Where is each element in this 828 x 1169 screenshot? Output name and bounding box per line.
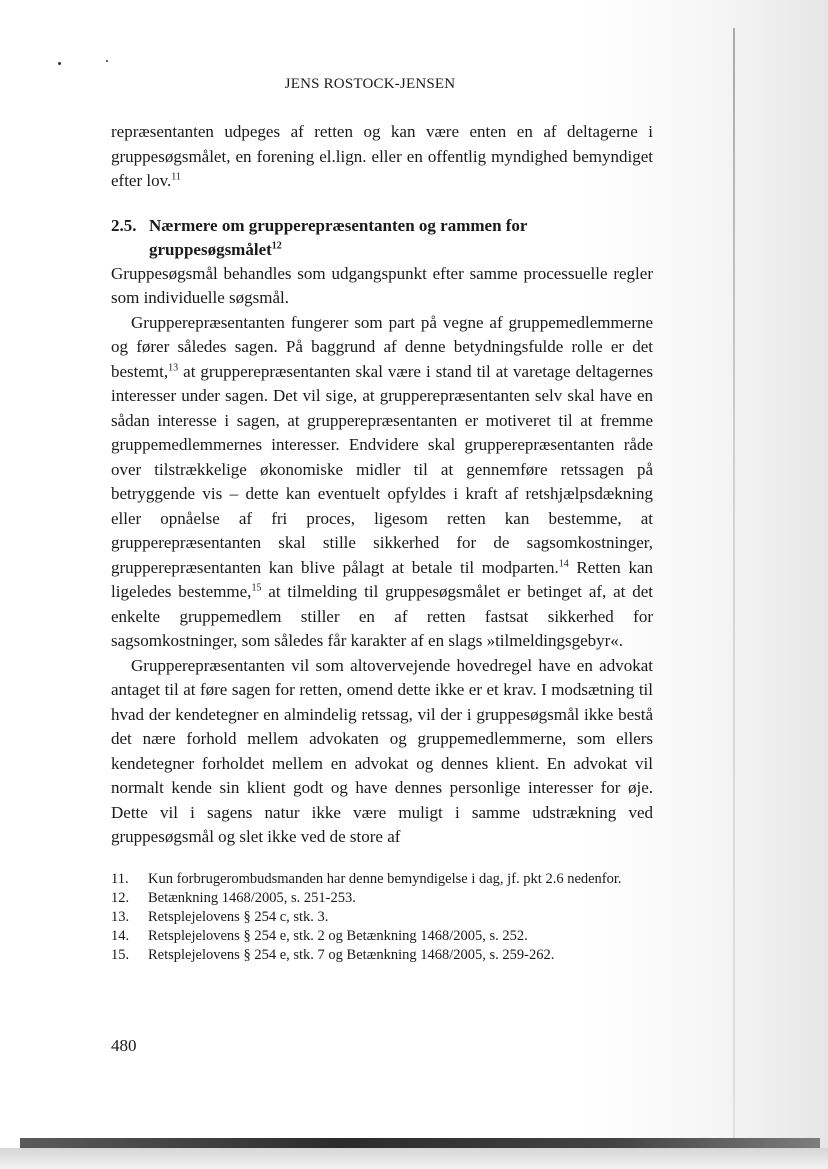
- footnote-ref[interactable]: 11: [171, 171, 181, 183]
- footnote-ref[interactable]: 14: [558, 557, 569, 569]
- footnote-text: Kun forbrugerombudsmanden har denne bemyndigelse i dag, jf. pkt 2.6 nedenfor.: [148, 871, 622, 887]
- section-heading: [111, 214, 653, 262]
- body-text: [111, 120, 653, 850]
- footnote: [111, 870, 666, 889]
- running-head: JENS ROSTOCK-JENSEN: [284, 76, 456, 92]
- footnote-ref[interactable]: 12: [271, 239, 282, 251]
- paragraph: Grupperepræsentanten fungerer som part på vegne af gruppemedlemmerne og fører således sagen. På baggrund af denne betydningsfulde rolle er det bestemt,$^{13}$ at grupperepræsentanten skal være i stand til at varetage deltagernes interesser under sagen. Det vil sige, at grupperepræsentanten selv skal have en sådan interesse i sagen, at grupperepræsentanten er motiveret til at fremme gruppemedlemmernes interesser. Endvidere skal grupperepræsentanten råde over tilstrækkelige økonomiske midler til at gennemføre retssagen på betryggende vis – dette kan eventuelt opfyldes i kraft af retshjælpsdækning eller opnåelse af fri proces, ligesom retten kan bestemme, at grupperepræsentanten skal stille sikkerhed for de sagsomkostninger, grupperepræsentanten kan blive pålagt at betale til modparten.$^{14}$ Retten kan ligeledes bestemme,$^{15}$ at tilmelding til gruppesøgsmålet er betinget af, at det enkelte gruppemedlem stiller en af retten fastsat sikkerhed for sagsomkostninger, som således får karakter af en slags »tilmeldingsgebyr«.: [111, 312, 654, 650]
- footnote-number: 14.: [111, 928, 130, 944]
- footnote: [111, 889, 666, 908]
- scan-speck: [58, 62, 61, 65]
- footnote-ref[interactable]: 15: [251, 582, 262, 594]
- footnote-number: 15.: [111, 947, 130, 963]
- footnote-number: 11.: [111, 871, 129, 887]
- footnote: [111, 946, 666, 965]
- footnotes: [111, 870, 666, 965]
- section-number: 2.5.: [111, 215, 137, 235]
- footnote-number: 12.: [111, 890, 130, 906]
- page-number: 480: [111, 1036, 137, 1055]
- scan-shadow: [0, 1148, 828, 1169]
- footnote-text: Retsplejelovens § 254 e, stk. 2 og Betænkning 1468/2005, s. 252.: [148, 928, 528, 944]
- paragraph: Gruppesøgsmål behandles som udgangspunkt efter samme processuelle regler som individuelle søgsmål.: [111, 263, 653, 307]
- footnote-text: Betænkning 1468/2005, s. 251-253.: [148, 890, 356, 906]
- footnote-text: Retsplejelovens § 254 e, stk. 7 og Betænkning 1468/2005, s. 259-262.: [148, 947, 555, 963]
- footnote-ref[interactable]: 13: [168, 361, 179, 373]
- scan-speck: [106, 60, 108, 62]
- footnote-number: 13.: [111, 909, 130, 925]
- paragraph: Grupperepræsentanten vil som altovervejende hovedregel have en advokat antaget til at føre sagen for retten, omend dette ikke er et krav. I modsætning til hvad der kendetegner en almindelig retssag, vil der i gruppesøgsmål ikke bestå det nære forhold mellem advokaten og gruppemedlemmerne, som ellers kendetegner forholdet mellem en advokat og dennes klient. En advokat vil normalt kende sin klient godt og have dennes personlige interesser for øje. Dette vil i sagens natur ikke være muligt i samme udstrækning ved gruppesøgsmål og slet ikke ved de store af: [111, 655, 653, 846]
- footnote: [111, 908, 666, 927]
- intro-paragraph: repræsentanten udpeges af retten og kan være enten en af deltagerne i gruppesøgsmålet, en forening el.lign. eller en offentlig myndighed bemyndiget efter lov.$^{11}$: [111, 122, 653, 190]
- section-title: Nærmere om grupperepræsentanten og rammen for gruppesøgsmålet$^{12}$: [149, 215, 528, 259]
- page-spine-shadow: [733, 28, 735, 1138]
- page-bottom-edge: [20, 1138, 820, 1148]
- footnote-text: Retsplejelovens § 254 c, stk. 3.: [148, 909, 329, 925]
- footnote: [111, 927, 666, 946]
